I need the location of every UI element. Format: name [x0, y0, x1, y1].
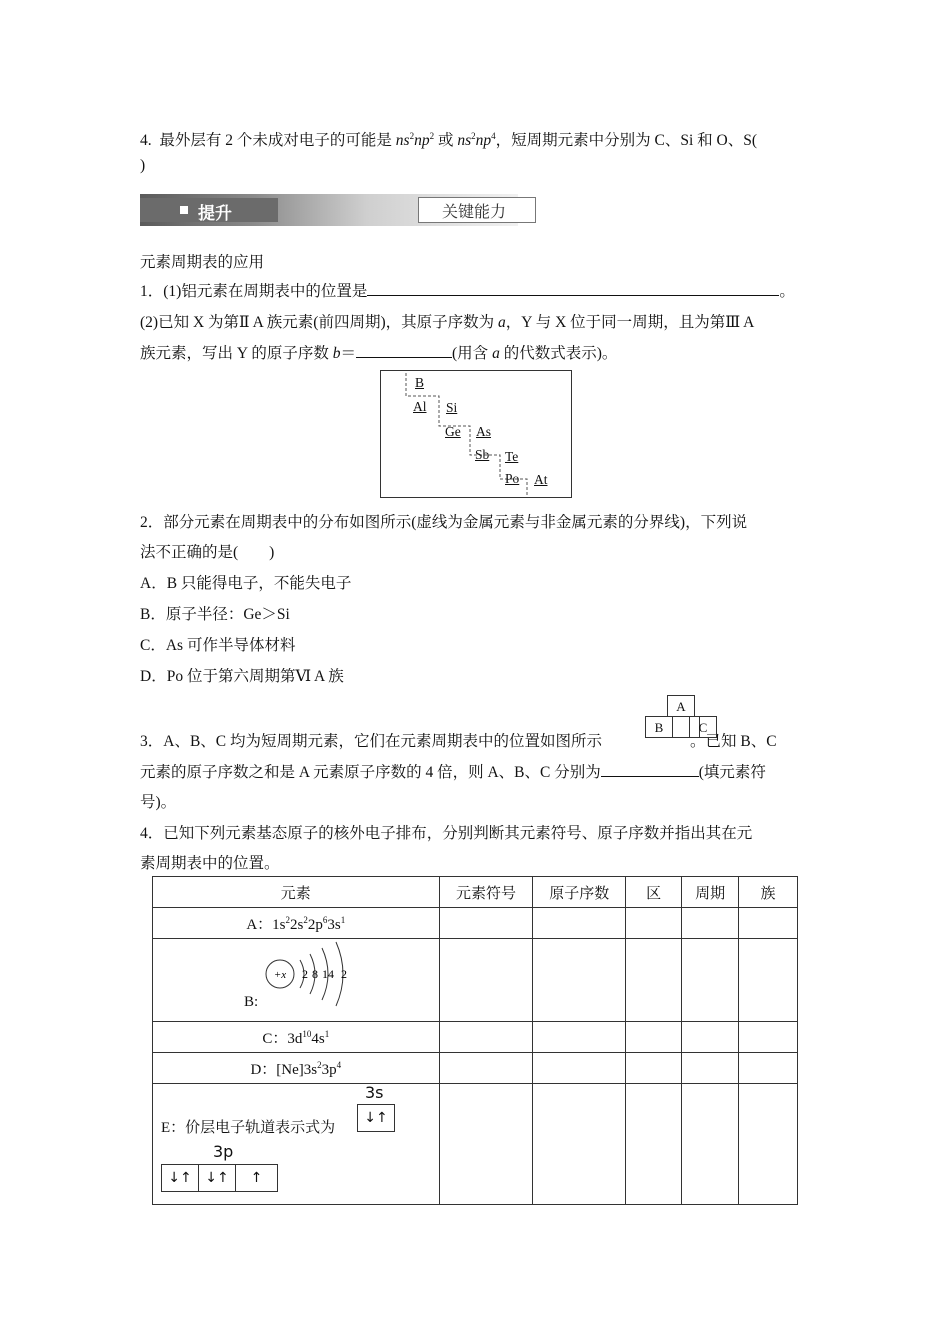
q1-line-1: 1．(1)铝元素在周期表中的位置是 。: [140, 279, 795, 301]
orbital-3p-label: 3p: [213, 1142, 234, 1161]
element-te: Te: [505, 449, 519, 464]
q2-line-2: 法不正确的是( ): [140, 544, 275, 561]
atomic-structure-diagram: [258, 940, 378, 1010]
element-at: At: [534, 472, 548, 487]
element-si: Si: [446, 400, 458, 415]
banner-left-label: 提升: [198, 204, 232, 224]
table-row: [153, 939, 798, 1022]
banner-right-label: 关键能力: [442, 202, 507, 221]
header-block: 区: [626, 877, 682, 908]
header-element: 元素: [153, 877, 440, 908]
table-row: [153, 1022, 798, 1053]
q3-line-3: 号)。: [140, 794, 177, 811]
table-row: [153, 1084, 798, 1205]
row-c-config: C：$3d^{10}4s^1$: [153, 1022, 440, 1053]
element-as: As: [476, 424, 492, 439]
q2-option-d: D．Po 位于第六周期第Ⅵ A 族: [140, 668, 344, 685]
section-title: 元素周期表的应用: [140, 254, 265, 271]
shell-4: 2: [341, 967, 347, 981]
q3-line-2: 元素的原子序数之和是 A 元素原子序数的 4 倍，则 A、B、C 分别为 (填元素符: [140, 760, 766, 782]
row-e-config: [153, 1084, 440, 1205]
orbital-3p: [161, 1164, 278, 1192]
orbital-3s-label: 3s: [365, 1083, 384, 1102]
header-symbol: 元素符号: [439, 877, 533, 908]
nucleus-charge: +x: [273, 969, 287, 981]
element-al: Al: [413, 399, 427, 414]
orbital-box: ↓↑: [161, 1164, 199, 1192]
q2-line-1: 2．部分元素在周期表中的分布如图所示(虚线为金属元素与非金属元素的分界线)，下列说: [140, 514, 748, 531]
q1-line-3: 族元素，写出 Y 的原子序数 b＝ (用含 a 的代数式表示)。: [140, 341, 617, 363]
table-row: [153, 908, 798, 939]
cell-a: A: [667, 695, 695, 717]
q-top-line-1: 4. 最外层有 2 个未成对电子的可能是 $ns^2np^2$ 或 $ns^2np^4$，短周期元素中分别为 C、Si 和 O、S(: [140, 130, 757, 149]
orbital-box: ↓↑: [198, 1164, 236, 1192]
header-period: 周期: [682, 877, 739, 908]
element-b: B: [415, 375, 425, 390]
orbital-box: ↑: [235, 1164, 278, 1192]
q2-option-b: B．原子半径：Ge＞Si: [140, 606, 290, 623]
orbital-box: ↓↑: [357, 1104, 395, 1132]
q-top-line-2: ): [140, 157, 146, 174]
q3-line-1: 3．A、B、C 均为短周期元素，它们在元素周期表中的位置如图所示 。已知 B、C: [140, 733, 777, 750]
element-table: [152, 876, 798, 1205]
header-group: 族: [739, 877, 798, 908]
cell-c: C: [689, 716, 717, 738]
cell-b: B: [645, 716, 673, 738]
q4-line-2: 素周期表中的位置。: [140, 855, 280, 872]
q1-line-2: (2)已知 X 为第Ⅱ A 族元素(前四周期)，其原子序数为 a，Y 与 X 位于同一周期，且为第Ⅲ A: [140, 314, 755, 331]
shell-1: 2: [302, 967, 308, 981]
row-d-config: D：$[Ne]3s^23p^4$: [153, 1053, 440, 1084]
row-a-config: A：$1s^22s^22p^63s^1$: [153, 908, 440, 939]
orbital-3s: [357, 1104, 395, 1132]
periodic-table-fragment: [380, 370, 572, 498]
row-b-config: [153, 939, 440, 1022]
element-po: Po: [505, 471, 520, 486]
q2-option-a: A．B 只能得电子，不能失电子: [140, 575, 352, 592]
element-ge: Ge: [445, 424, 461, 439]
section-banner: [140, 194, 518, 226]
q4-line-1: 4．已知下列元素基态原子的核外电子排布，分别判断其元素符号、原子序数并指出其在元: [140, 825, 753, 842]
row-e-label: E：价层电子轨道表示式为: [161, 1120, 336, 1136]
header-atomic-number: 原子序数: [533, 877, 626, 908]
element-sb: Sb: [475, 447, 490, 462]
square-icon: [180, 206, 188, 214]
table-row: [153, 1053, 798, 1084]
shell-2: 8: [312, 967, 318, 981]
shell-3: 14: [322, 967, 334, 981]
row-b-label: B:: [244, 994, 259, 1010]
q2-option-c: C．As 可作半导体材料: [140, 637, 296, 654]
